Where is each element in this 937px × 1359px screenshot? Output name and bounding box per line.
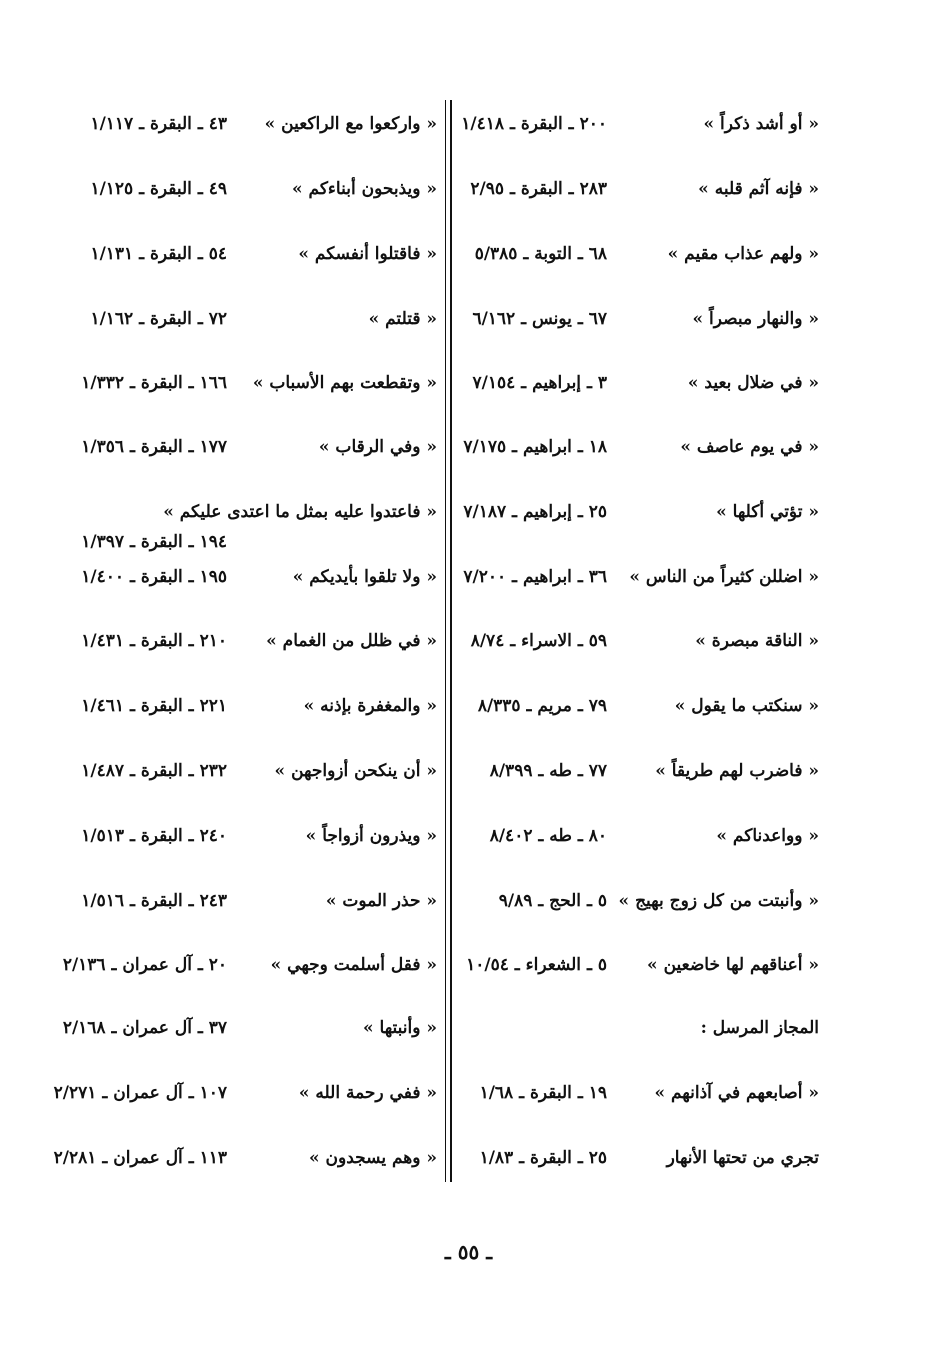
right-phrase: « اضللن كثيراً من الناس » (629, 567, 819, 587)
right-reference: ٢٥ ـ إبراهيم ـ ٧/١٨٧ (463, 502, 607, 522)
right-reference: ٢٥ ـ البقرة ـ ١/٨٣ (479, 1148, 607, 1168)
left-phrase: « وفي الرقاب » (318, 437, 437, 457)
right-phrase: « تؤتي أكلها » (716, 502, 819, 522)
left-reference: ٢٣٢ ـ البقرة ـ ١/٤٨٧ (81, 761, 227, 781)
left-phrase: « فقل أسلمت وجهي » (270, 955, 437, 975)
left-reference: ١٧٧ ـ البقرة ـ ١/٣٥٦ (81, 437, 227, 457)
right-reference: ٨٠ ـ طه ـ ٨/٤٠٢ (489, 826, 607, 846)
left-phrase: « ولا تلقوا بأيديكم » (292, 567, 437, 587)
left-phrase: « أن ينكحن أزواجهن » (274, 761, 437, 781)
right-phrase: « سنكتب ما يقول » (674, 696, 819, 716)
right-reference: ٦٨ ـ التوبة ـ ٥/٣٨٥ (474, 244, 607, 264)
right-reference: ٢٠٠ ـ البقرة ـ ١/٤١٨ (461, 114, 607, 134)
right-reference: ٢٨٣ ـ البقرة ـ ٢/٩٥ (470, 179, 607, 199)
right-reference: ٧٧ ـ طه ـ ٨/٣٩٩ (489, 761, 607, 781)
right-phrase: « في يوم عاصف » (680, 437, 819, 457)
left-reference: ٤٣ ـ البقرة ـ ١/١١٧ (90, 114, 227, 134)
right-phrase: « الناقة مبصرة » (695, 631, 819, 651)
left-phrase: « فاقتلوا أنفسكم » (298, 244, 437, 264)
left-reference: ٢٤٣ ـ البقرة ـ ١/٥١٦ (81, 891, 227, 911)
section-heading: المجاز المرسل : (700, 1018, 819, 1038)
left-reference: ٤٩ ـ البقرة ـ ١/١٢٥ (90, 179, 227, 199)
left-phrase: « ويذبحون أبناءكم » (291, 179, 437, 199)
left-reference: ٥٤ ـ البقرة ـ ١/١٣١ (90, 244, 227, 264)
right-phrase: « فاضرب لهم طريقاً » (655, 761, 819, 781)
right-phrase: « والنهار مبصراً » (692, 309, 819, 329)
left-reference: ١٦٦ ـ البقرة ـ ١/٣٣٢ (81, 373, 227, 393)
left-reference: ٣٧ ـ آل عمران ـ ٢/١٦٨ (62, 1018, 227, 1038)
left-reference: ٢٤٠ ـ البقرة ـ ١/٥١٣ (81, 826, 227, 846)
right-phrase: « أو أشد ذكراً » (703, 114, 819, 134)
left-reference: ١٩٥ ـ البقرة ـ ١/٤٠٠ (81, 567, 227, 587)
left-phrase: « ففي رحمة الله » (298, 1083, 437, 1103)
left-phrase: « وهم يسجدون » (309, 1148, 437, 1168)
left-phrase: « فاعتدوا عليه بمثل ما اعتدى عليكم » (163, 502, 437, 522)
left-reference: ١١٣ ـ آل عمران ـ ٢/٢٨١ (53, 1148, 227, 1168)
left-reference: ٢١٠ ـ البقرة ـ ١/٤٣١ (81, 631, 227, 651)
right-phrase: « فإنه آثم قلبه » (698, 179, 819, 199)
right-phrase: « أصابعهم في آذانهم » (654, 1083, 819, 1103)
right-reference: ١٩ ـ البقرة ـ ١/٦٨ (479, 1083, 607, 1103)
right-reference: ١٨ ـ ابراهيم ـ ٧/١٧٥ (463, 437, 607, 457)
right-phrase: تجري من تحتها الأنهار (666, 1148, 819, 1168)
right-phrase: « أعناقهم لها خاضعين » (647, 955, 819, 975)
left-phrase: « والمغفرة بإذنه » (303, 696, 437, 716)
right-phrase: « وأنبتت من كل زوج بهيج » (618, 891, 819, 911)
left-phrase: « حذر الموت » (325, 891, 437, 911)
right-reference: ٥ ـ الشعراء ـ ١٠/٥٤ (466, 955, 607, 975)
right-reference: ٦٧ ـ يونس ـ ٦/١٦٢ (472, 309, 607, 329)
right-reference: ٥٩ ـ الاسراء ـ ٨/٧٤ (470, 631, 607, 651)
left-reference: ١٠٧ ـ آل عمران ـ ٢/٢٧١ (53, 1083, 227, 1103)
left-phrase: « واركعوا مع الراكعين » (264, 114, 437, 134)
left-reference: ٢٠ ـ آل عمران ـ ٢/١٣٦ (62, 955, 227, 975)
left-reference: ١٩٤ ـ البقرة ـ ١/٣٩٧ (81, 532, 227, 552)
left-phrase: « وتقطعت بهم الأسباب » (252, 373, 437, 393)
right-phrase: « ولهم عذاب مقيم » (667, 244, 819, 264)
left-reference: ٧٢ ـ البقرة ـ ١/١٦٢ (90, 309, 227, 329)
right-phrase: « وواعدناكم » (716, 826, 819, 846)
right-reference: ٧٩ ـ مريم ـ ٨/٣٣٥ (477, 696, 607, 716)
left-phrase: « قتلتم » (368, 309, 437, 329)
left-reference: ٢٢١ ـ البقرة ـ ١/٤٦١ (81, 696, 227, 716)
left-phrase: « ويذرون أزواجاً » (305, 826, 437, 846)
left-phrase: « وأنبتها » (362, 1018, 437, 1038)
column-divider (445, 100, 452, 1182)
right-reference: ٣ ـ إبراهيم ـ ٧/١٥٤ (472, 373, 607, 393)
left-phrase: « في ظلل من الغمام » (266, 631, 437, 651)
right-reference: ٣٦ ـ ابراهيم ـ ٧/٢٠٠ (463, 567, 607, 587)
right-phrase: « في ضلال بعيد » (687, 373, 819, 393)
right-reference: ٥ ـ الحج ـ ٩/٨٩ (498, 891, 607, 911)
page-number: ـ ٥٥ ـ (444, 1240, 493, 1264)
